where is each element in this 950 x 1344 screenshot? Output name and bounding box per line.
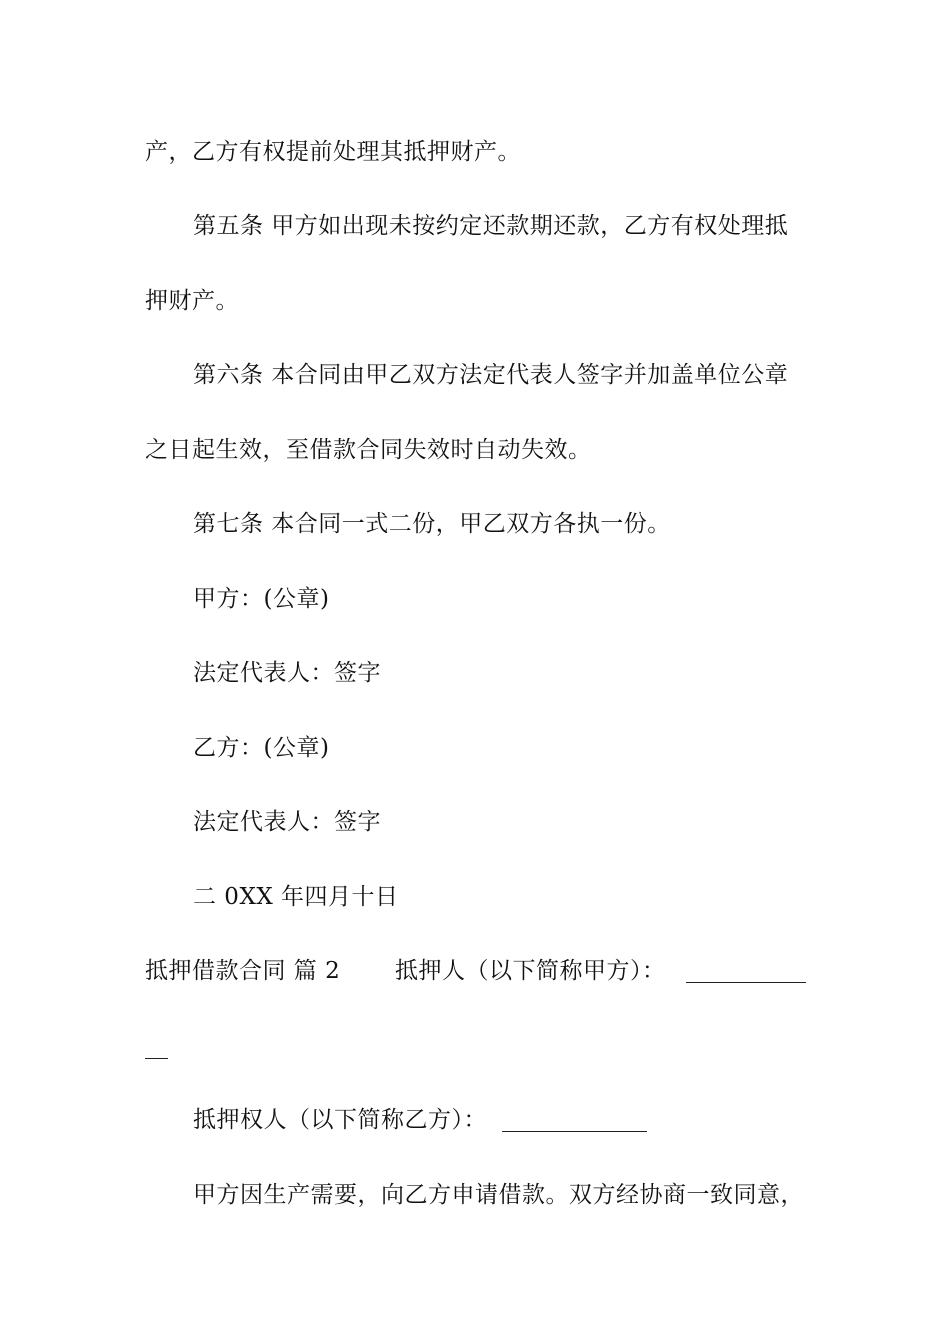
article-6-line-1: 第六条 本合同由甲乙双方法定代表人签字并加盖单位公章 bbox=[193, 362, 789, 388]
mortgagor-blank-continued[interactable] bbox=[145, 1036, 168, 1059]
party-b-representative: 法定代表人：签字 bbox=[193, 809, 381, 835]
contract-heading-line bbox=[145, 956, 340, 986]
article-7: 第七条 本合同一式二份，甲乙双方各执一份。 bbox=[193, 511, 671, 537]
party-a-representative: 法定代表人：签字 bbox=[193, 660, 381, 686]
paragraph-line: 产，乙方有权提前处理其抵押财产。 bbox=[145, 139, 521, 165]
party-a-seal: 甲方：(公章) bbox=[193, 586, 330, 612]
mortgagor-blank[interactable] bbox=[686, 960, 806, 983]
mortgagee-line bbox=[193, 1105, 487, 1135]
contract-date: 二 0XX 年四月十日 bbox=[193, 884, 399, 910]
mortgagor-line bbox=[395, 956, 666, 986]
article-5-line-1: 第五条 甲方如出现未按约定还款期还款，乙方有权处理抵 bbox=[193, 213, 789, 239]
party-b-seal: 乙方：(公章) bbox=[193, 735, 330, 761]
mortgagee-blank[interactable] bbox=[502, 1109, 647, 1132]
article-6-line-2: 之日起生效，至借款合同失效时自动失效。 bbox=[145, 437, 592, 463]
mortgagee-label: 抵押权人（以下简称乙方）： bbox=[193, 1107, 487, 1133]
mortgagor-label: 抵押人（以下简称甲方）： bbox=[395, 958, 666, 984]
preamble-line: 甲方因生产需要，向乙方申请借款。双方经协商一致同意， bbox=[193, 1182, 804, 1208]
article-5-line-2: 押财产。 bbox=[145, 288, 239, 314]
section-title: 抵押借款合同 篇 2 bbox=[145, 958, 341, 984]
